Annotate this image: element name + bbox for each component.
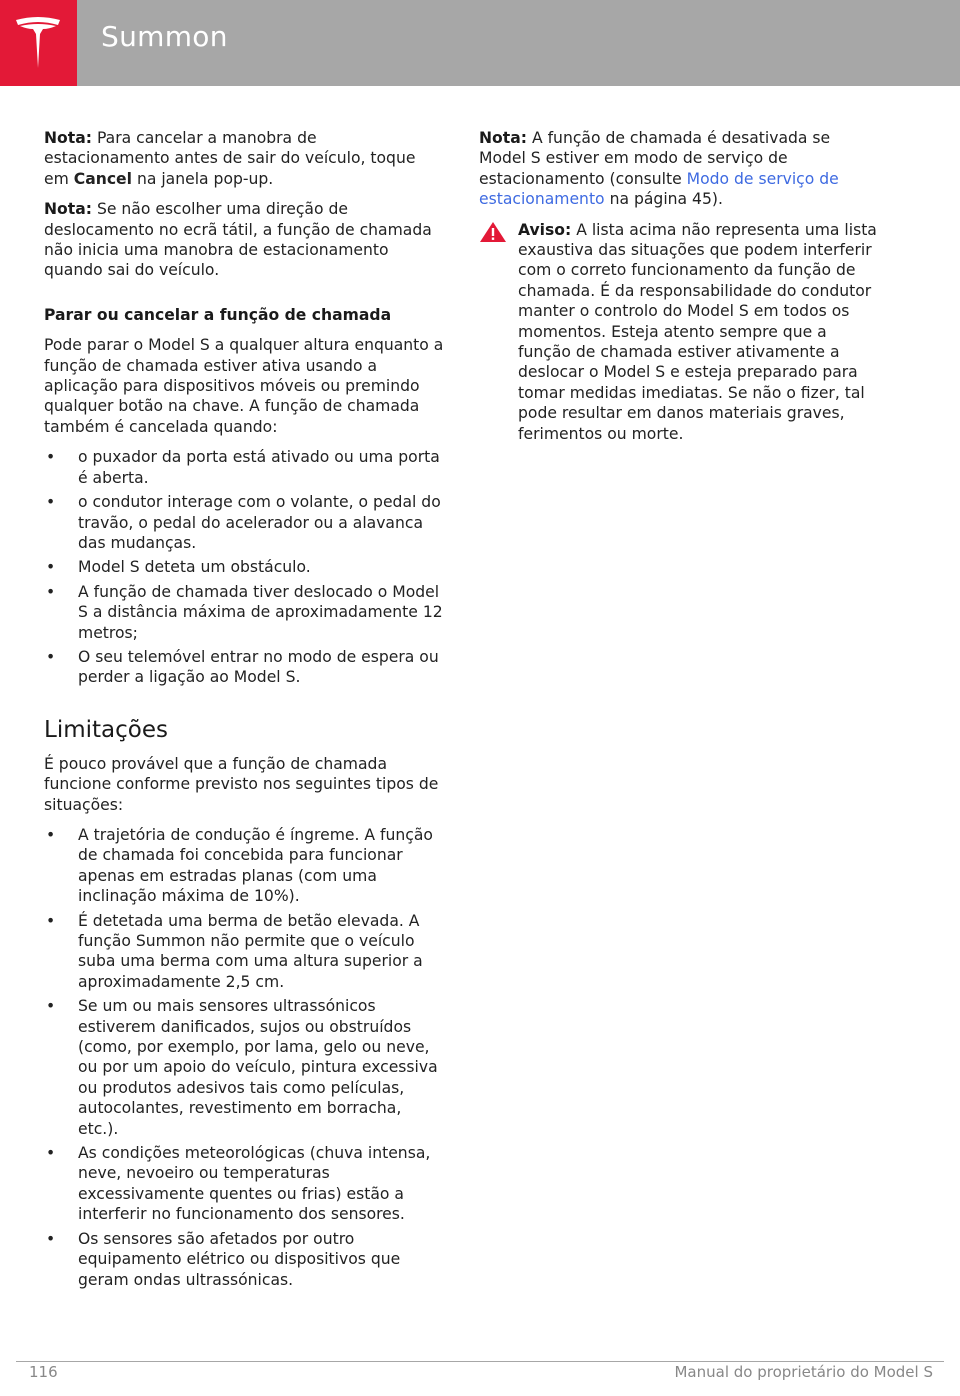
limits-heading: Limitações: [44, 716, 168, 743]
warning-text-block: [518, 220, 879, 444]
bullet-icon: •: [46, 582, 56, 601]
brand-logo: [0, 0, 77, 86]
list-item: [44, 1229, 444, 1290]
right-column: [479, 128, 879, 454]
left-column: [44, 128, 444, 1300]
bullet-icon: •: [46, 647, 56, 666]
list-item: [44, 492, 444, 553]
note-label: Nota:: [479, 129, 527, 147]
note-text: A função de chamada é desativada se Model S estiver em modo de serviço de estacionamento (consulte: [479, 129, 831, 188]
bullet-icon: •: [46, 1144, 56, 1163]
page-header: [0, 0, 960, 86]
note-text: na janela pop-up.: [131, 169, 274, 188]
note-text: Para cancelar a manobra de estacionamento antes de sair do veículo, toque em: [44, 129, 416, 188]
limits-list: [44, 825, 444, 1290]
bullet-icon: •: [46, 997, 56, 1016]
warning-text: A lista acima não representa uma lista exaustiva das situações que podem interferir com o correto funcionamento da função de chamada. É da responsabilidade do condutor manter o controlo do Model S em todos os momentos. Esteja atento sempre que a função de chamada estiver ativamente a deslocar o Model S e esteja preparado para tomar medidas imediatas. Se não o fizer, tal pode resultar em danos materiais graves, ferimentos ou morte.: [518, 220, 877, 443]
section-title: Summon: [101, 20, 228, 53]
note-text: na página 45).: [604, 190, 723, 209]
stop-heading: Parar ou cancelar a função de chamada: [44, 305, 392, 324]
warning-triangle-icon: [479, 221, 507, 243]
bullet-icon: •: [46, 448, 56, 467]
stop-paragraph: Pode parar o Model S a qualquer altura enquanto a função de chamada estiver ativa usando a aplicação para dispositivos móveis ou premindo qualquer botão na chave. A função de chamada também é cancelada quando:: [44, 336, 444, 436]
list-item-text: Model S deteta um obstáculo.: [78, 558, 311, 577]
note-cancel: [44, 128, 444, 189]
warning-block: [479, 220, 879, 444]
list-item-text: o condutor interage com o volante, o pedal do travão, o pedal do acelerador ou a alavanca das mudanças.: [78, 493, 441, 552]
note-label: Nota:: [44, 200, 92, 219]
list-item-text: o puxador da porta está ativado ou uma porta é aberta.: [78, 448, 440, 487]
stop-list: [44, 447, 444, 687]
list-item-text: Se um ou mais sensores ultrassónicos estiverem danificados, sujos ou obstruídos (como, por exemplo, por lama, gelo ou neve, ou por um apoio do veículo, pintura excessiva ou produtos adesivos tais como películas, autocolantes, revestimento em borracha, etc.).: [78, 997, 438, 1138]
cancel-ui-label: Cancel: [73, 169, 132, 188]
list-item: [44, 557, 444, 577]
list-item: [44, 447, 444, 488]
list-item: [44, 582, 444, 643]
list-item: [44, 911, 444, 993]
bullet-icon: •: [46, 493, 56, 512]
list-item-text: As condições meteorológicas (chuva intensa, neve, nevoeiro ou temperaturas excessivamente quentes ou frias) estão a interferir no funcionamento dos sensores.: [78, 1144, 431, 1224]
list-item: [44, 1143, 444, 1225]
list-item-text: A trajetória de condução é íngreme. A função de chamada foi concebida para funcionar apenas em estradas planas (com uma inclinação máxima de 10%).: [78, 825, 433, 906]
list-item-text: Os sensores são afetados por outro equipamento elétrico ou dispositivos que geram ondas ultrassónicas.: [78, 1229, 401, 1289]
note-valet: [479, 128, 879, 210]
list-item: [44, 996, 444, 1139]
limits-paragraph: É pouco provável que a função de chamada funcione conforme previsto nos seguintes tipos de situações:: [44, 754, 439, 814]
bullet-icon: •: [46, 911, 56, 930]
note-label: Nota:: [44, 129, 92, 147]
page-number: 116: [29, 1363, 58, 1381]
bullet-icon: •: [46, 558, 56, 577]
warning-label: Aviso:: [518, 220, 572, 239]
note-direction: [44, 199, 444, 281]
list-item: [44, 825, 444, 907]
bullet-icon: •: [46, 825, 56, 844]
bullet-icon: •: [46, 1229, 56, 1248]
list-item-text: O seu telemóvel entrar no modo de espera ou perder a ligação ao Model S.: [78, 647, 439, 687]
tesla-logo-icon: [13, 16, 63, 70]
valet-mode-link[interactable]: Modo de serviço de estacionamento: [479, 169, 839, 209]
list-item: [44, 647, 444, 688]
note-text: Se não escolher uma direção de deslocamento no ecrã tátil, a função de chamada não inicia uma manobra de estacionamento quando sai do veículo.: [44, 200, 432, 280]
manual-title: Manual do proprietário do Model S: [674, 1363, 933, 1381]
list-item-text: A função de chamada tiver deslocado o Model S a distância máxima de aproximadamente 12 metros;: [78, 582, 443, 642]
list-item-text: É detetada uma berma de betão elevada. A função Summon não permite que o veículo suba uma berma com uma altura superior a aproximadamente 2,5 cm.: [78, 911, 423, 991]
footer-divider: [16, 1361, 944, 1362]
